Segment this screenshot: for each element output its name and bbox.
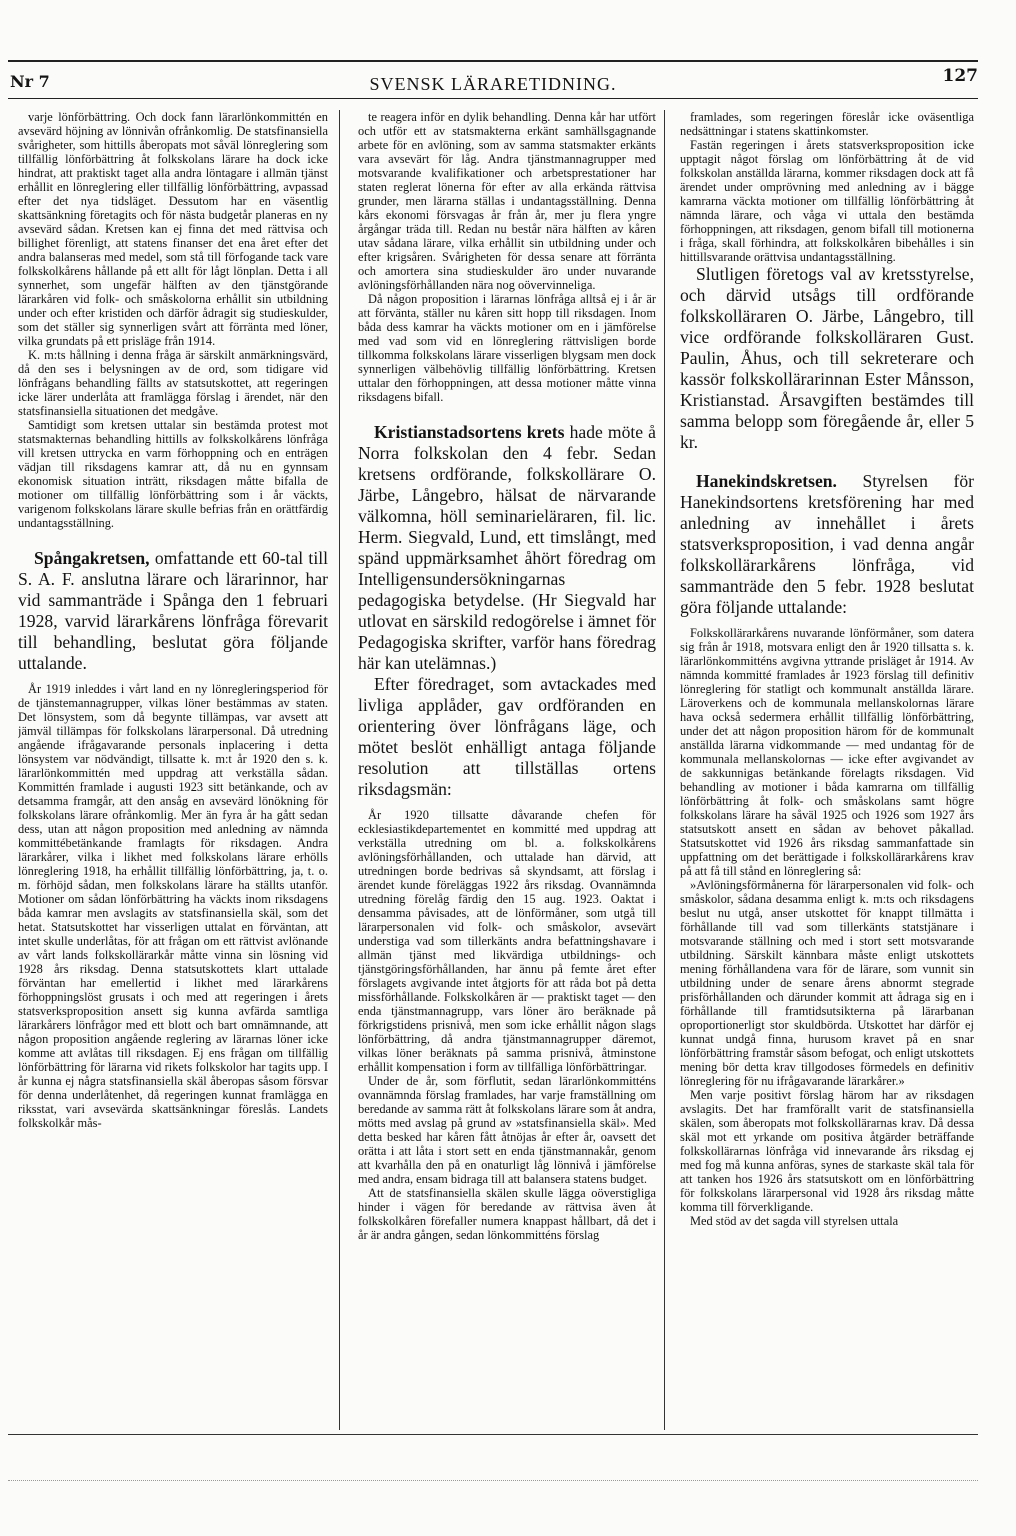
- paragraph: Fastän regeringen i årets statsverksproposition icke upptagit något förslag om lönförbättring åt de vid folkskolan anställda lärarna, kommer riksdagen dock att få ärendet under omprövning med anledning av i bägge kamrarna väckta motioner om tillfällig lönförbättring åt nämnda lärare, och våga vi uttala den bestämda förhoppningen, att riksdagen, genom bifall till motionerna i fråga, skall förhindra, att folkskolkåren bibehålles i sin hittillsvarande orättvisa undantagsställning.: [680, 138, 974, 264]
- article-intro-kristianstad: [358, 422, 656, 674]
- column-divider: [664, 110, 665, 1430]
- column-divider: [339, 110, 340, 1430]
- article-intro-text: hade möte å Norra folkskolan den 4 febr. Sedan kretsens ordförande, folkskollärare O. Järbe, Långebro, hälsat de närvarande välkomna, höll seminarieläraren, fil. lic. Herm. Siegvald, Lund, ett timslångt, med spänd uppmärksamhet åhört föredrag om Intelligensundersökningarnas pedagogiska betydelse. (Hr Siegvald har utlovat en särskild redogörelse i ämnet för Pedagogiska skrifter, varför hans föredrag här kan utelämnas.): [358, 422, 656, 673]
- article-intro-spanga: [18, 548, 328, 674]
- publication-title: SVENSK LÄRARETIDNING.: [369, 74, 617, 94]
- paragraph: Då någon proposition i lärarnas lönfråga alltså ej i år är att förvänta, ställer nu kåren sitt hopp till riksdagen. Inom båda dess kamrar ha väckts motioner om en i jämförelse med vad som vid en lönreglering rättvisligen borde tillkomma folkskolans lärare visserligen blygsam men dock synnerligen välbehövlig tillfällig lönförbättring. Kretsen uttalar den förhoppningen, att dessa motioner måtte vinna riksdagens bifall.: [358, 292, 656, 404]
- article-heading: Kristianstadsortens krets: [374, 422, 565, 442]
- bottom-rule: [8, 1434, 978, 1435]
- paragraph: te reagera inför en dylik behandling. Denna kår har utfört och utför ett av statsmakterna erkänt samhällsgagnande arbete för en avlöning, som av samma statsmakter erkänts vara avsevärt för låg. Andra tjänstmannagrupper med motsvarande kvalifikationer och arbetsprestationer har staten reglerat lönerna för efter av alla erkända rättvisa grunder, men lärarna ställas i undantagsställning. Denna kårs ekonomi försvagas år från år, mer ju flera yngre årgångar träda till. Redan nu består nära hälften av kåren utav sådana lärare, vilka erhållit sin utbildning under och efter krigsåren. Svårigheten för dessa senare att förränta och amortera sina studieskulder äro under nuvarande avlöningsförhållanden nära nog oövervinneliga.: [358, 110, 656, 292]
- quotation-paragraph: »Avlöningsförmånerna för lärarpersonalen vid folk- och småskolor, sådana desamma enligt k. m:ts och riksdagens beslut nu utgå, anser utskottet för knappt tillmätta i förhållande till vad som tillerkänts statstjänare i motsvarande ställning och med i stort sett motsvarande utbildning. Särskilt kännbara måste enligt utskottets mening förhållandena vara för de lärare, som vunnit sin utbildning under de senare årens abnormt stegrade prisförhållanden och därunder kommit att ådraga sig en i förhållande till framtidsutsikterna på lärarbanan oproportionerligt stor skuldbörda. Utskottet har därför ej kunnat undgå finna, hurusom kravet på en snar lönförbättring framstår såsom befogat, och enligt utskottets mening bör detta krav tillgodoses förmedels en definitiv lönreglering för nu ifrågavarande lärarkårer.»: [680, 878, 974, 1088]
- paragraph: Folkskollärarkårens nuvarande lönförmåner, som datera sig från år 1918, motsvara enligt den år 1920 tillsatta s. k. lärarlönkommitténs avgivna yttrande prisläget år 1914. Av nämnda kommitté framlades år 1923 förslag till definitiv lönreglering för statligt och kommunalt anställda lärare. Läroverkens och de kommunala mellanskolornas lärare hava också sedermera erhållit tillfällig lönförbättring, under det att någon proposition härom för de kommunalt anställda lärarna vidkommande — med undantag för de kommunala mellanskolornas — icke efter avgivandet av de sakkunnigas betänkande förelagts riksdagen. Vid behandling av motioner i båda kamrarna om tillfällig lönförbättring åt folk- och småskolans samt högre folkskolans lärare ha såväl 1925 och 1926 som 1927 års statsutskott ansett en sådan av behovet påkallad. Statsutskottet vid 1926 års riksdag sammanfattade sin uppfattning om det berättigade i folkskollärarkårens krav på att få till stånd en lönreglering så:: [680, 626, 974, 878]
- article-intro-hanekind: [680, 471, 974, 618]
- bottom-margin-line: [8, 1480, 978, 1481]
- column-3: [680, 110, 974, 1428]
- paragraph: varje lönförbättring. Och dock fann lärarlönkommittén en avsevärd höjning av lönnivån ofrånkomlig. De statsfinansiella svårigheter, som hittills åberopats mot såväl lönreglering som tillfällig lönförbättring åt folkskolans lärare ha dock icke hindrat, att praktiskt taget alla andra löntagare i allmän tjänst erhållit en lönreglering eller tillfällig lönförbättring, avpassad efter det nya tidsläget. Dessutom har en väsentlig skattsänkning företagits och för nästa budgetår planeras en ny avsevärd sådan. Kretsen kan ej finna det med rättvisa och billighet förenligt, att statens finanser det ena året efter det andra balanseras med medel, som stå till förfogande tack vare folkskolkårens hållande på ett allt för lågt lönplan. Detta i all synnerhet, som ungefär hälften av den tjänstgörande lärarkåren vid folk- och småskolorna erhållit sin utbildning under och efter kristiden och därför ådragit sig studieskulder, som det ställer sig synnerligen svårt att förränta med löner, vilka grundats på ett prisläge från 1914.: [18, 110, 328, 348]
- page-number: 127: [942, 66, 978, 86]
- article-heading: Hanekindskretsen.: [696, 471, 837, 491]
- article-heading: Spångakretsen,: [34, 548, 150, 568]
- paragraph: Med stöd av det sagda vill styrelsen uttala: [690, 1214, 899, 1228]
- paragraph: År 1920 tillsatte dåvarande chefen för ecklesiastikdepartementet en kommitté med uppdrag att verkställa utredning om bl. a. folkskolkårens avlöningsförhållanden, och uttalade han därvid, att utredningen borde bedrivas så skyndsamt, att förslag i ärendet kunde föreläggas 1922 års riksdag. Ovannämnda utredning förelåg färdig den 15 aug. 1923. Oaktat i densamma påvisades, att de lönförmåner, som utgå till lärarpersonalen vid folk- och småskolor, avsevärt understiga vad som tillerkänts andra befattningshavare i allmän tjänst med likvärdiga utbildnings- och tjänstgöringsförhållanden, har ännu på femte året efter förslagets avgivande intet åtgjorts för att råda bot på detta missförhållande. Folkskolkåren är — praktiskt taget — den enda tjänstmannagrupp, vars löner äro beräknade på förkrigstidens prisnivå, men som icke erhållit någon slags lönförbättring, då andra tjänstmannagrupper däremot, vilkas löner beräknats på samma prisnivå, åtminstone erhållit kompensation i form av tillfälliga lönförbättringar.: [358, 808, 656, 1074]
- paragraph: År 1919 inleddes i vårt land en ny lönregleringsperiod för de tjänstemannagrupper, vilkas löner bestämmas av staten. Det lönsystem, som då begynte tillämpas, var avsett att jämväl tillämpas för folkskolans lärarpersonal. Då utredning angående ifrågavarande personals inplacering i detta lönsystem var nödvändigt, tillsatte k. m:t år 1920 den s. k. lärarlönkommittén med uppdrag att verkställa sådan. Kommittén framlade i augusti 1923 sitt betänkande, och av detsamma framgår, att den ansåg en avsevärd lönökning för folkskolans lärare ofrånkomlig. Mer än fyra år ha gått sedan dess, utan att någon proposition med anledning av nämnda kommittébetänkande framlagts för riksdagen. Andra lärarkårer, vilka i likhet med folkskolans lärare erhölls lönreglering 1918, ha erhållit tillfällig lönförbättring, ja, t. o. m. förhöjd sådan, men folkskolans lärare ha ställts utanför. Motioner om sådan lönförbättring ha väckts inom riksdagens båda kamrar men avslagits av statsfinansiella skäl, som det hetat. Statsutskottet har visserligen uttalat en förväntan, att intet skulle underlåtas, för att frågan om ett rättvist avlönande av vårt lands folkskollärarkår måtte vinna sin lösning vid 1928 års riksdag. Denna statsutskottets klart uttalade förväntan har emellertid i likhet med lärarkårens förhoppningslöst grusats i och med att regeringen i årets statsverksproposition ansett sig kunna avfärda samtliga lärarkårers lönfrågor med ett blott och bart omnämnande, att någon proposition angående reglering av lärarnas löner icke komme att avlåtas till riksdagen. Ej ens frågan om tillfällig lönförbättring för lärarna vid rikets folkskolor har tagits upp. I år kunna ej några statsfinansiella skäl åberopas såsom försvar för denna underlåtenhet, då regeringen kunnat framlägga en riksstat, vari avsevärda skattsänkningar föreslås. Landets folkskolkår mås-: [18, 682, 328, 1130]
- column-2: [358, 110, 656, 1428]
- paragraph: Samtidigt som kretsen uttalar sin bestämda protest mot statsmakternas behandling hittills av folkskolkårens lönfråga vill kretsen uttrycka en varm förhoppning och en enträgen vädjan till riksdagens kamrar att, då nu en gynnsam ekonomisk situation inträtt, riksdagen måtte bifalla de motioner om tillfällig lönförbättring som i år väckts, varigenom folkskolans lärare skulle befrias från en orättfärdig undantagsställning.: [18, 418, 328, 530]
- paragraph: K. m:ts hållning i denna fråga är särskilt anmärkningsvärd, då den ses i belysningen av de ord, som tidigare vid lönfrågans behandling fällts av statsutskottet, att regeringen icke lärer underlåta att framlägga förslag i ärendet, när den statsfinansiella situationen det medgåve.: [18, 348, 328, 418]
- paragraph: framlades, som regeringen föreslår icke oväsentliga nedsättningar i statens skattinkomster.: [680, 110, 974, 138]
- paragraph: Under de år, som förflutit, sedan lärarlönkommitténs ovannämnda förslag framlades, har varje framställning om beredande av samma rätt åt folkskolans lärare som åt andra, mötts med avslag på grund av »statsfinansiella skäl». Med detta besked har kåren fått åtnöjas år efter år, oavsett det orätta i att låta i stort sett en enda tjänstmannakår, genom att kvarhålla den på en onaturligt låg lönnivå i jämförelse med andra, ensam bidraga till att balansera statens budget.: [358, 1074, 656, 1186]
- issue-number: Nr 7: [10, 72, 50, 91]
- article-intro-text: omfattande ett 60-tal till S. A. F. anslutna lärare och lärarinnor, har vid sammanträde i Spånga den 1 februari 1928, varvid lärarkårens lönfråga förevarit till behandling, beslutat göra följande uttalande.: [18, 548, 328, 673]
- election-paragraph: Slutligen företogs val av kretsstyrelse, och därvid utsågs till ordförande folkskolläraren O. Järbe, Långebro, till vice ordförande folkskolläraren Gust. Paulin, Åhus, och till sekreterare och kassör folkskollärarinnan Ester Månsson, Kristianstad. Årsavgiften bestämdes till samma belopp som föregående år, eller 5 kr.: [680, 264, 974, 452]
- paragraph: Att de statsfinansiella skälen skulle lägga oöverstigliga hinder i vägen för beredande av rättvisa även åt folkskolkåren förefaller numera knappast hållbart, då det i år är andra gången, sedan lönkommitténs förslag: [358, 1186, 656, 1242]
- paragraph: Men varje positivt förslag härom har av riksdagen avslagits. Det har framförallt varit de statsfinansiella skälen, som åberopats mot folkskollärarnas krav. Då dessa skäl mot ett yrkande om positiva åtgärder beträffande folkskollärarnas lönfråga vid innevarande års riksdag ej med fog må kunna anföras, synes de starkaste skäl tala för att tanken hos 1926 års statsutskott om en lönförbättring för folkskolans lärarpersonal vid 1928 års riksdag måtte komma till förverkligande.: [680, 1088, 974, 1214]
- article-intro-text: Styrelsen för Hanekindsortens kretsförening har med anledning av innehållet i årets statsverksproposition, i vad denna angår folkskollärarkårens lönfråga, vid sammanträde den 5 febr. 1928 beslutat göra följande uttalande:: [680, 471, 974, 617]
- page-header: [8, 60, 978, 99]
- article-intro-text-2: Efter föredraget, som avtackades med livliga applåder, gav ordföranden en orientering över lönfrågans läge, och mötet beslöt enhälligt antaga följande resolution att tillställas ortens riksdagsmän:: [358, 674, 656, 799]
- column-1: [18, 110, 328, 1428]
